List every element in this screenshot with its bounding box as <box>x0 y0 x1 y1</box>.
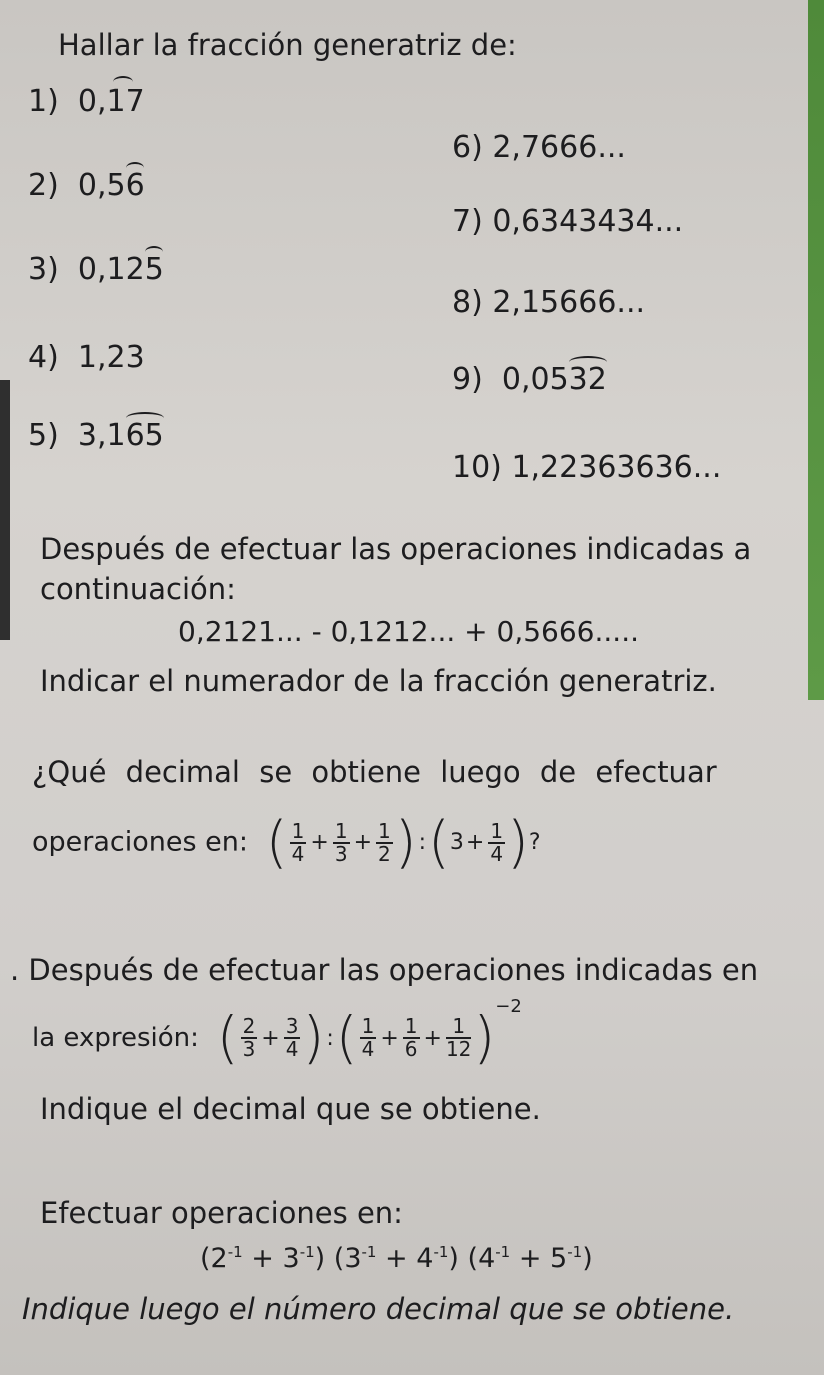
fraction: $\frac{1}{4}$ <box>361 1014 375 1061</box>
problem5-line1: Efectuar operaciones en: <box>40 1196 403 1230</box>
item-9: 9) 0,0532 <box>452 362 607 397</box>
item-6: 6) 2,7666... <box>452 130 626 165</box>
fraction: $\frac{1}{4}$ <box>291 818 305 866</box>
repeating-digits: 5 <box>145 252 164 287</box>
item-5: 5) 3,165 <box>28 418 164 453</box>
fraction: $\frac{1}{12}$ <box>445 1014 472 1061</box>
fraction: $\frac{2}{3}$ <box>242 1014 256 1061</box>
fraction: $\frac{3}{4}$ <box>285 1014 299 1061</box>
problem2-line3: Indicar el numerador de la fracción generatriz. <box>40 664 717 698</box>
fraction: $\frac{1}{6}$ <box>404 1014 418 1061</box>
page-title: Hallar la fracción generatriz de: <box>58 28 517 62</box>
fraction: $\frac{1}{2}$ <box>378 818 391 866</box>
item-2: 2) 0,56 <box>28 168 145 203</box>
period-arc <box>569 356 607 368</box>
period-arc <box>126 162 144 174</box>
repeating-digits: 6 <box>126 168 145 203</box>
period-arc <box>126 412 164 424</box>
period-arc <box>113 76 133 88</box>
item-8: 8) 2,15666... <box>452 285 646 320</box>
problem2-line2: continuación: <box>40 572 236 606</box>
worksheet <box>10 0 808 1375</box>
period-arc <box>145 246 163 258</box>
item-10: 10) 1,22363636... <box>452 450 722 485</box>
item-3: 3) 0,125 <box>28 252 164 287</box>
problem4-line3: Indique el decimal que se obtiene. <box>40 1092 541 1126</box>
repeating-digits: 17 <box>107 84 145 119</box>
item-4: 4) 1,23 <box>28 340 145 375</box>
problem5-line3: Indique luego el número decimal que se obtiene. <box>22 1292 735 1326</box>
fraction: $\frac{1}{3}$ <box>334 818 348 866</box>
problem3-line1: ¿Qué decimal se obtiene luego de efectuar <box>32 755 717 789</box>
repeating-digits: 32 <box>569 362 607 397</box>
item-1: 1) 0,17 <box>28 84 145 119</box>
fraction: $\frac{1}{4}$ <box>490 818 504 866</box>
problem2-line1: Después de efectuar las operaciones indicadas a <box>40 532 752 566</box>
exponent: −2 <box>495 996 522 1017</box>
page-edge-shadow <box>0 380 10 640</box>
problem2-expression: 0,2121... - 0,1212... + 0,5666..... <box>178 615 639 648</box>
repeating-digits: 65 <box>126 418 164 453</box>
item-7: 7) 0,6343434... <box>452 204 684 239</box>
problem3-expression: operaciones en: ( $\frac{1}{4}$ + $\frac{1}{3}$ + $\frac{1}{2}$ ):(3+ $\frac{1}{4}$ )? <box>32 810 541 875</box>
problem4-line1: . Después de efectuar las operaciones indicadas en <box>10 953 759 987</box>
background-green-edge <box>808 0 824 700</box>
problem5-expression: $(2^{-1} + 3^{-1}) (3^{-1} + 4^{-1}) (4^{-1} + 5^{-1})$ <box>200 1243 593 1274</box>
problem4-expression: la expresión: ( $\frac{2}{3}$ + $\frac{3}{4}$ ):( $\frac{1}{4}$ + $\frac{1}{6}$ + $\frac{1}{12}$ )$^{-2}$ <box>32 996 522 1071</box>
